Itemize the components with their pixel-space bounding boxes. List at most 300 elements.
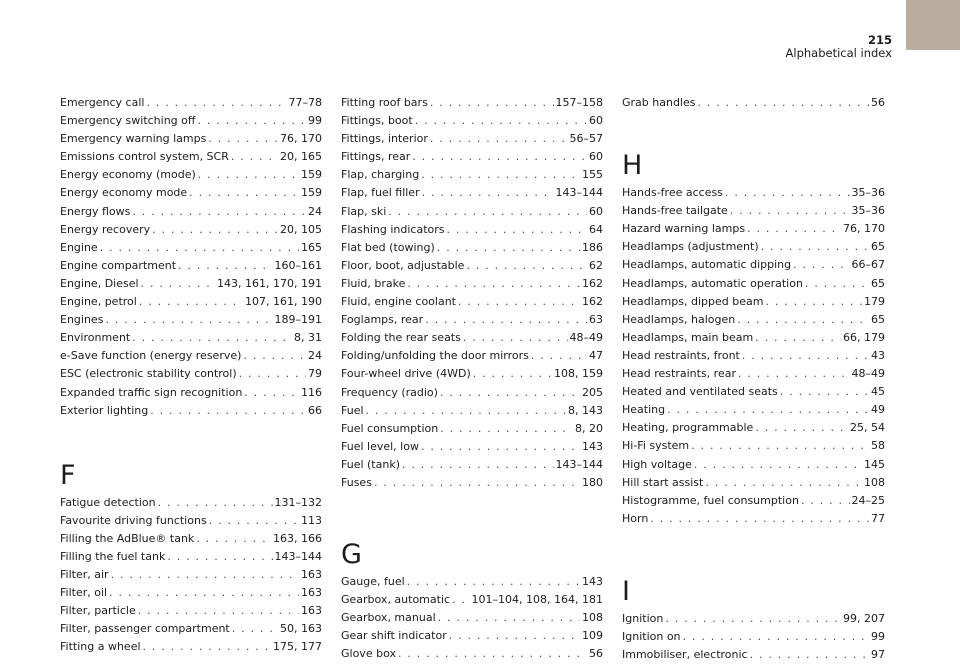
- dot-leader: [691, 437, 869, 455]
- index-page-ref: 8, 31: [294, 331, 322, 345]
- letter-heading-h: H: [622, 150, 643, 182]
- index-term: Filling the fuel tank: [60, 549, 166, 563]
- dot-leader: [141, 275, 215, 293]
- index-page-ref: 35–36: [851, 204, 885, 218]
- index-entry: [341, 311, 603, 329]
- dot-leader: [755, 329, 841, 347]
- index-column-2: [341, 94, 603, 664]
- dot-leader: [458, 293, 580, 311]
- index-term: Fittings, rear: [341, 150, 411, 164]
- index-page-ref: 108: [582, 611, 603, 625]
- index-page-ref: 99: [871, 629, 885, 643]
- dot-leader: [178, 257, 272, 275]
- dot-leader: [232, 620, 278, 638]
- dot-leader: [415, 112, 587, 130]
- dot-leader: [665, 610, 841, 628]
- index-term: Headlamps, halogen: [622, 312, 736, 326]
- dot-leader: [366, 402, 566, 420]
- index-page-ref: 108, 159: [554, 367, 603, 381]
- index-term: Immobiliser, electronic: [622, 648, 748, 662]
- dot-leader: [139, 293, 243, 311]
- index-entry: [341, 257, 603, 275]
- dot-leader: [208, 130, 278, 148]
- dot-leader: [421, 438, 580, 456]
- index-term: Headlamps, automatic dipping: [622, 258, 792, 272]
- index-term: Flat bed (towing): [341, 240, 435, 254]
- index-term: Favourite driving functions: [60, 513, 207, 527]
- index-entry: [341, 591, 603, 609]
- index-page-ref: 60: [589, 150, 603, 164]
- index-page-ref: 20, 165: [280, 150, 322, 164]
- index-entry: [341, 221, 603, 239]
- index-page-ref: 25, 54: [850, 421, 885, 435]
- dot-leader: [402, 456, 554, 474]
- dot-leader: [407, 275, 580, 293]
- dot-leader: [447, 221, 588, 239]
- index-term: Gearbox, automatic: [341, 593, 451, 607]
- dot-leader: [196, 530, 271, 548]
- page-number: 215: [867, 33, 892, 47]
- index-page-ref: 162: [582, 295, 603, 309]
- index-entry: [60, 638, 322, 656]
- dot-leader: [742, 347, 869, 365]
- index-term: Environment: [60, 331, 131, 345]
- index-page-ref: 205: [582, 385, 603, 399]
- index-entry: [60, 94, 322, 112]
- index-page-ref: 160–161: [274, 258, 322, 272]
- index-page-ref: 143: [582, 439, 603, 453]
- index-term: Four-wheel drive (4WD): [341, 367, 471, 381]
- index-page-ref: 66, 179: [843, 330, 885, 344]
- dot-leader: [440, 384, 580, 402]
- dot-leader: [737, 311, 869, 329]
- index-page-ref: 131–132: [274, 495, 322, 509]
- index-page-ref: 107, 161, 190: [245, 295, 322, 309]
- index-entry: [622, 646, 885, 664]
- index-entry: [60, 620, 322, 638]
- index-term: Floor, boot, adjustable: [341, 258, 465, 272]
- dot-leader: [437, 239, 580, 257]
- index-term: Emissions control system, SCR: [60, 150, 229, 164]
- dot-leader: [105, 311, 272, 329]
- dot-leader: [801, 492, 850, 510]
- index-page-ref: 48–49: [569, 331, 603, 345]
- index-term: Ignition: [622, 611, 664, 625]
- index-entry: [341, 94, 603, 112]
- index-entry: [341, 402, 603, 420]
- index-page-ref: 43: [871, 348, 885, 362]
- index-term: Headlamps, automatic operation: [622, 276, 803, 290]
- index-column-1: [60, 94, 322, 657]
- index-page-ref: 60: [589, 204, 603, 218]
- index-term: Filter, air: [60, 568, 109, 582]
- index-entry: [60, 347, 322, 365]
- dot-leader: [167, 548, 272, 566]
- dot-leader: [197, 112, 306, 130]
- entry-group-e: [60, 94, 322, 420]
- index-page-ref: 163: [301, 604, 322, 618]
- spacer: [622, 528, 885, 574]
- dot-leader: [243, 347, 306, 365]
- dot-leader: [683, 628, 869, 646]
- letter-heading-g: G: [341, 539, 362, 571]
- dot-leader: [694, 456, 862, 474]
- index-entry: [622, 184, 885, 202]
- spacer: [622, 112, 885, 148]
- index-page-ref: 66: [308, 403, 322, 417]
- index-entry: [341, 239, 603, 257]
- index-term: Engines: [60, 313, 104, 327]
- index-term: Gauge, fuel: [341, 575, 405, 589]
- dot-leader: [761, 238, 869, 256]
- index-term: Headlamps, main beam: [622, 330, 754, 344]
- dot-leader: [780, 383, 869, 401]
- dot-leader: [132, 329, 292, 347]
- index-entry: [622, 492, 885, 510]
- index-entry: [622, 293, 885, 311]
- index-entry: [60, 548, 322, 566]
- dot-leader: [198, 166, 299, 184]
- index-entry: [622, 256, 885, 274]
- index-entry: [341, 112, 603, 130]
- dot-leader: [422, 184, 554, 202]
- dot-leader: [755, 419, 848, 437]
- index-page-ref: 24: [308, 349, 322, 363]
- index-entry: [341, 609, 603, 627]
- dot-leader: [231, 148, 278, 166]
- index-page-ref: 157–158: [555, 96, 603, 109]
- index-term: Heated and ventilated seats: [622, 385, 778, 399]
- index-page-ref: 97: [871, 648, 885, 662]
- index-term: Flap, ski: [341, 204, 387, 218]
- index-page-ref: 159: [301, 186, 322, 200]
- index-entry: [60, 257, 322, 275]
- dot-leader: [805, 275, 869, 293]
- index-entry: [60, 329, 322, 347]
- index-page-ref: 58: [871, 439, 885, 453]
- index-term: Energy flows: [60, 204, 131, 218]
- dot-leader: [449, 627, 580, 645]
- index-entry: [341, 438, 603, 456]
- index-entry: [341, 166, 603, 184]
- index-term: Ignition on: [622, 629, 681, 643]
- section-tab: [906, 0, 960, 50]
- dot-leader: [111, 566, 299, 584]
- index-term: Energy economy (mode): [60, 168, 196, 182]
- index-page-ref: 65: [871, 276, 885, 290]
- dot-leader: [730, 202, 850, 220]
- entry-group-h: [622, 184, 885, 528]
- index-entry: [60, 203, 322, 221]
- index-term: Fuses: [341, 475, 372, 489]
- index-page-ref: 175, 177: [273, 640, 322, 654]
- index-term: Folding the rear seats: [341, 331, 461, 345]
- entry-group-f: [60, 494, 322, 657]
- index-term: Headlamps (adjustment): [622, 240, 759, 254]
- dot-leader: [747, 220, 841, 238]
- index-term: Grab handles: [622, 96, 696, 109]
- dot-leader: [793, 256, 849, 274]
- index-entry: [622, 437, 885, 455]
- index-page-ref: 180: [582, 475, 603, 489]
- index-page-ref: 109: [582, 629, 603, 643]
- dot-leader: [440, 420, 573, 438]
- index-entry: [341, 627, 603, 645]
- index-page-ref: 77: [871, 511, 885, 525]
- dot-leader: [738, 365, 850, 383]
- dot-leader: [209, 512, 299, 530]
- spacer: [341, 492, 603, 537]
- index-page-ref: 56: [589, 647, 603, 661]
- spacer: [60, 420, 322, 458]
- index-column-3: [622, 94, 885, 664]
- index-entry: [341, 184, 603, 202]
- index-term: Horn: [622, 511, 649, 525]
- index-term: Glove box: [341, 647, 396, 661]
- dot-leader: [438, 609, 580, 627]
- entry-group-i: [622, 610, 885, 664]
- letter-heading-f: F: [60, 459, 76, 491]
- index-term: Exterior lighting: [60, 403, 149, 417]
- index-page-ref: 145: [864, 457, 885, 471]
- dot-leader: [425, 311, 587, 329]
- index-entry: [622, 202, 885, 220]
- index-entry: [341, 130, 603, 148]
- index-page-ref: 63: [589, 313, 603, 327]
- index-page-ref: 108: [864, 475, 885, 489]
- index-term: Filling the AdBlue® tank: [60, 531, 195, 545]
- index-page-ref: 8, 20: [575, 421, 603, 435]
- index-entry: [622, 275, 885, 293]
- index-entry: [60, 293, 322, 311]
- index-page-ref: 66–67: [851, 258, 885, 272]
- index-entry: [622, 610, 885, 628]
- index-page-ref: 65: [871, 240, 885, 254]
- index-term: Flap, charging: [341, 168, 420, 182]
- index-entry: [341, 365, 603, 383]
- index-term: Head restraints, rear: [622, 367, 736, 381]
- dot-leader: [466, 257, 587, 275]
- index-term: Hill start assist: [622, 475, 704, 489]
- dot-leader: [158, 494, 273, 512]
- dot-leader: [463, 329, 568, 347]
- dot-leader: [143, 638, 272, 656]
- index-page-ref: 64: [589, 222, 603, 236]
- index-page-ref: 24–25: [851, 493, 885, 507]
- dot-leader: [430, 94, 554, 112]
- dot-leader: [412, 148, 587, 166]
- dot-leader: [407, 573, 580, 591]
- index-page-ref: 60: [589, 114, 603, 128]
- index-page-ref: 50, 163: [280, 622, 322, 636]
- index-term: High voltage: [622, 457, 692, 471]
- dot-leader: [388, 203, 587, 221]
- index-entry: [622, 383, 885, 401]
- dot-leader: [374, 474, 580, 492]
- index-entry: [622, 365, 885, 383]
- index-term: Energy recovery: [60, 222, 151, 236]
- index-entry: [622, 311, 885, 329]
- dot-leader: [239, 365, 306, 383]
- dot-leader: [398, 645, 587, 663]
- letter-heading-i: I: [622, 575, 630, 607]
- index-term: Fatigue detection: [60, 495, 156, 509]
- index-page-ref: 79: [308, 367, 322, 381]
- dot-leader: [138, 602, 299, 620]
- index-page-ref: 99, 207: [843, 611, 885, 625]
- index-term: Hands-free tailgate: [622, 204, 728, 218]
- index-term: Emergency warning lamps: [60, 132, 207, 146]
- index-entry: [60, 311, 322, 329]
- index-entry: [622, 628, 885, 646]
- index-page-ref: 186: [582, 240, 603, 254]
- dot-leader: [473, 365, 552, 383]
- index-entry: [622, 474, 885, 492]
- index-page-ref: 163: [301, 568, 322, 582]
- index-term: Filter, particle: [60, 604, 136, 618]
- index-entry: [622, 220, 885, 238]
- index-page-ref: 8, 143: [568, 403, 603, 417]
- index-page-ref: 77–78: [288, 96, 322, 109]
- index-page-ref: 143, 161, 170, 191: [217, 276, 322, 290]
- index-term: Fuel consumption: [341, 421, 439, 435]
- index-entry: [341, 275, 603, 293]
- index-page-ref: 163: [301, 586, 322, 600]
- index-term: Expanded traffic sign recognition: [60, 385, 243, 399]
- index-term: Fitting roof bars: [341, 96, 428, 109]
- index-term: Fuel (tank): [341, 457, 400, 471]
- index-term: Histogramme, fuel consumption: [622, 493, 799, 507]
- index-term: Hands-free access: [622, 186, 723, 200]
- index-entry: [341, 203, 603, 221]
- entry-group-g-cont: [622, 94, 885, 112]
- index-page-ref: 62: [589, 258, 603, 272]
- index-entry: [341, 384, 603, 402]
- index-entry: [622, 419, 885, 437]
- index-term: e-Save function (energy reserve): [60, 349, 242, 363]
- index-page-ref: 163, 166: [273, 531, 322, 545]
- index-term: Gear shift indicator: [341, 629, 447, 643]
- index-page-ref: 56–57: [569, 132, 603, 146]
- index-entry: [341, 474, 603, 492]
- index-entry: [60, 402, 322, 420]
- index-entry: [60, 239, 322, 257]
- index-term: Foglamps, rear: [341, 313, 424, 327]
- index-term: ESC (electronic stability control): [60, 367, 237, 381]
- dot-leader: [150, 402, 306, 420]
- index-term: Flashing indicators: [341, 222, 445, 236]
- dot-leader: [244, 384, 299, 402]
- index-entry: [622, 510, 885, 528]
- dot-leader: [650, 510, 869, 528]
- index-entry: [60, 112, 322, 130]
- index-term: Emergency call: [60, 96, 145, 109]
- index-term: Filter, passenger compartment: [60, 622, 230, 636]
- dot-leader: [100, 239, 299, 257]
- index-page-ref: 45: [871, 385, 885, 399]
- index-page-ref: 179: [864, 294, 885, 308]
- dot-leader: [765, 293, 862, 311]
- index-term: Heating, programmable: [622, 421, 754, 435]
- index-page-ref: 99: [308, 114, 322, 128]
- entry-group-f-cont: [341, 94, 603, 492]
- index-page-ref: 48–49: [851, 367, 885, 381]
- index-entry: [60, 148, 322, 166]
- index-entry: [622, 401, 885, 419]
- index-term: Fluid, engine coolant: [341, 295, 456, 309]
- index-term: Filter, oil: [60, 586, 108, 600]
- index-entry: [60, 365, 322, 383]
- index-term: Engine, petrol: [60, 295, 137, 309]
- index-page-ref: 101–104, 108, 164, 181: [471, 593, 603, 607]
- index-entry: [341, 329, 603, 347]
- section-title: Alphabetical index: [785, 46, 892, 60]
- index-page-ref: 165: [301, 240, 322, 254]
- index-page-ref: 159: [301, 168, 322, 182]
- index-term: Engine, Diesel: [60, 276, 139, 290]
- index-page-ref: 189–191: [274, 313, 322, 327]
- index-page-ref: 35–36: [851, 186, 885, 200]
- index-term: Gearbox, manual: [341, 611, 436, 625]
- index-entry: [622, 329, 885, 347]
- index-term: Emergency switching off: [60, 114, 196, 128]
- index-page-ref: 56: [871, 96, 885, 109]
- dot-leader: [698, 94, 870, 112]
- index-term: Headlamps, dipped beam: [622, 294, 764, 308]
- dot-leader: [189, 184, 299, 202]
- index-entry: [341, 347, 603, 365]
- index-entry: [622, 456, 885, 474]
- dot-leader: [452, 591, 469, 609]
- index-page-ref: 143–144: [274, 549, 322, 563]
- index-entry: [341, 148, 603, 166]
- index-term: Fuel level, low: [341, 439, 419, 453]
- dot-leader: [421, 166, 580, 184]
- index-term: Fittings, interior: [341, 132, 428, 146]
- index-entry: [60, 221, 322, 239]
- dot-leader: [705, 474, 862, 492]
- index-term: Folding/unfolding the door mirrors: [341, 349, 529, 363]
- index-page-ref: 143–144: [555, 457, 603, 471]
- index-page-ref: 24: [308, 204, 322, 218]
- entry-group-g: [341, 573, 603, 663]
- index-entry: [60, 494, 322, 512]
- index-term: Heating: [622, 403, 666, 417]
- index-term: Energy economy mode: [60, 186, 188, 200]
- index-term: Fluid, brake: [341, 276, 406, 290]
- index-page-ref: 47: [589, 349, 603, 363]
- dot-leader: [750, 646, 869, 664]
- index-page-ref: 49: [871, 403, 885, 417]
- index-entry: [60, 275, 322, 293]
- index-entry: [60, 184, 322, 202]
- index-entry: [60, 566, 322, 584]
- dot-leader: [667, 401, 869, 419]
- index-term: Hazard warning lamps: [622, 222, 746, 236]
- index-entry: [341, 645, 603, 663]
- index-term: Engine compartment: [60, 258, 177, 272]
- index-entry: [341, 293, 603, 311]
- index-entry: [622, 347, 885, 365]
- index-entry: [60, 166, 322, 184]
- index-entry: [341, 573, 603, 591]
- dot-leader: [132, 203, 306, 221]
- index-page-ref: 143–144: [555, 186, 603, 200]
- index-entry: [60, 584, 322, 602]
- index-page-ref: 116: [301, 385, 322, 399]
- index-page-ref: 143: [582, 575, 603, 589]
- index-term: Head restraints, front: [622, 348, 740, 362]
